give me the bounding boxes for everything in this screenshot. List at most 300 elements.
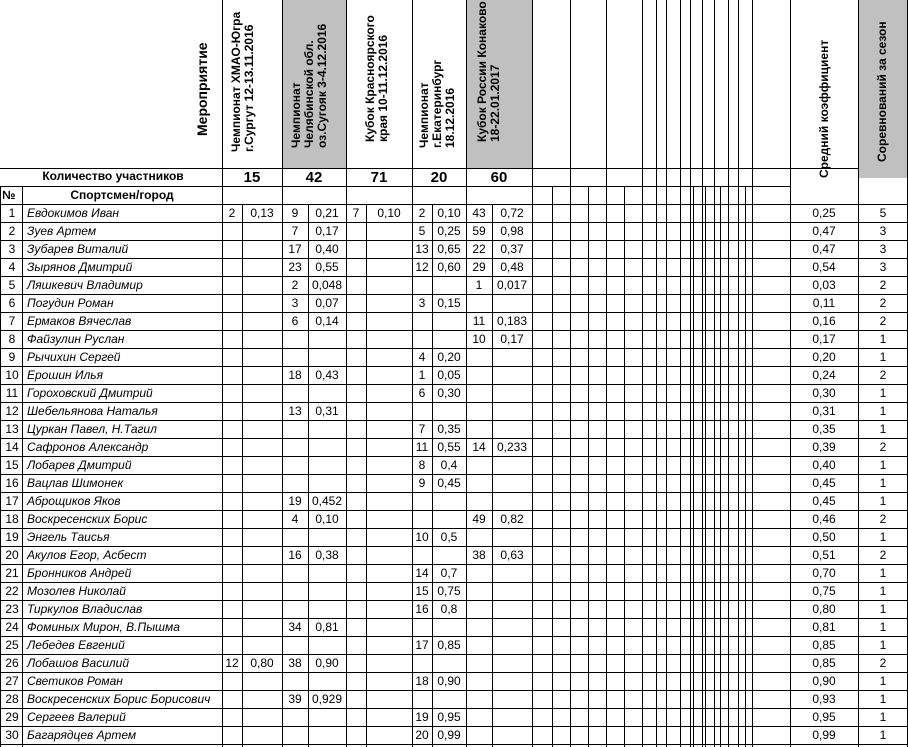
- row-line: [0, 492, 908, 493]
- row-line: [0, 690, 908, 691]
- row-number: 29: [5, 710, 19, 724]
- season-count-value: 1: [879, 458, 887, 472]
- season-count-value: 1: [879, 710, 887, 724]
- row-line: [0, 438, 908, 439]
- place-value: 38: [472, 548, 486, 562]
- event-header-line: края 10-11.12.2016: [376, 34, 390, 142]
- season-count-value: 1: [879, 530, 887, 544]
- row-number: 18: [5, 512, 19, 526]
- col-line: [346, 0, 347, 747]
- avg-coef-value: 0,51: [812, 548, 836, 562]
- row-line: [0, 420, 908, 421]
- row-number: 16: [5, 476, 19, 490]
- season-count-value: 1: [879, 404, 887, 418]
- athlete-name: Ляшкевич Владимир: [27, 278, 143, 292]
- coef-value: 0,17: [500, 332, 524, 346]
- season-count-label: Соревнований за сезон: [875, 21, 889, 162]
- row-line: [0, 222, 908, 223]
- event-header: [290, 24, 329, 148]
- event-header-line: 18-22.01.2017: [488, 64, 502, 142]
- season-count-value: 1: [879, 350, 887, 364]
- event-header-line: г.Сургут 12-13.11.2016: [242, 24, 256, 152]
- col-line: [728, 0, 729, 747]
- avg-coef-value: 0,80: [812, 602, 836, 616]
- row-number: 14: [5, 440, 19, 454]
- season-count-value: 1: [879, 584, 887, 598]
- row-number: 4: [8, 260, 16, 274]
- season-count-header: [876, 21, 889, 162]
- row-number: 25: [5, 638, 19, 652]
- row-number: 1: [8, 206, 16, 220]
- avg-coef-value: 0,46: [812, 512, 836, 526]
- place-value: 49: [472, 512, 486, 526]
- coef-value: 0,55: [315, 260, 339, 274]
- col-line: [693, 186, 694, 747]
- col-line: [738, 0, 739, 747]
- coef-value: 0,10: [377, 206, 401, 220]
- place-value: 59: [472, 224, 486, 238]
- avg-coef-value: 0,70: [812, 566, 836, 580]
- row-line: [0, 636, 908, 637]
- athlete-name: Лобашов Василий: [27, 656, 130, 670]
- place-value: 4: [418, 350, 426, 364]
- row-line: [0, 384, 908, 385]
- event-header-line: Кубок России Конаково: [475, 1, 489, 142]
- avg-coef-value: 0,50: [812, 530, 836, 544]
- row-line: [0, 402, 908, 403]
- coef-value: 0,72: [500, 206, 524, 220]
- place-value: 43: [472, 206, 486, 220]
- athlete-name: Акулов Егор, Асбест: [27, 548, 147, 562]
- coef-value: 0,80: [250, 656, 274, 670]
- place-value: 4: [291, 512, 299, 526]
- coef-value: 0,55: [437, 440, 461, 454]
- event-split-line: [432, 204, 433, 747]
- row-line: [0, 240, 908, 241]
- avg-coef-value: 0,99: [812, 728, 836, 742]
- row-line: [0, 564, 908, 565]
- coef-value: 0,85: [437, 638, 461, 652]
- row-number: 11: [5, 386, 19, 400]
- coef-value: 0,38: [315, 548, 339, 562]
- row-number: 19: [5, 530, 19, 544]
- col-line: [745, 186, 746, 747]
- coef-value: 0,15: [437, 296, 461, 310]
- coef-value: 0,48: [500, 260, 524, 274]
- coef-value: 0,43: [315, 368, 339, 382]
- coef-value: 0,98: [500, 224, 524, 238]
- event-header-line: 18.12.2016: [443, 87, 457, 148]
- row-line: [0, 744, 908, 745]
- coef-value: 0,452: [311, 494, 343, 508]
- place-value: 18: [288, 368, 302, 382]
- athlete-name: Ермаков Вячеслав: [27, 314, 132, 328]
- place-value: 13: [415, 242, 429, 256]
- num-col-line: [22, 186, 23, 747]
- row-number: 5: [8, 278, 16, 292]
- athlete-name: Гороховский Дмитрий: [27, 386, 153, 400]
- athlete-name: Евдокимов Иван: [27, 206, 120, 220]
- row-number: 10: [5, 368, 19, 382]
- place-value: 13: [288, 404, 302, 418]
- place-value: 5: [418, 224, 426, 238]
- event-header-line: Чемпионат: [417, 82, 431, 148]
- avg-coef-value: 0,35: [812, 422, 836, 436]
- coef-value: 0,99: [437, 728, 461, 742]
- coef-value: 0,21: [315, 206, 339, 220]
- place-value: 3: [291, 296, 299, 310]
- coef-value: 0,929: [311, 692, 343, 706]
- place-value: 7: [352, 206, 360, 220]
- row-number: 22: [5, 584, 19, 598]
- coef-value: 0,20: [437, 350, 461, 364]
- col-line: [705, 186, 706, 747]
- event-label: [196, 42, 209, 136]
- athlete-name: Тиркулов Владислав: [27, 602, 143, 616]
- coef-value: 0,30: [437, 386, 461, 400]
- event-header-line: оз.Сугояк 3-4.12.2016: [315, 23, 329, 148]
- row-line: [0, 528, 908, 529]
- avg-coef-value: 0,85: [812, 656, 836, 670]
- athlete-name: Аброщиков Яков: [27, 494, 121, 508]
- avg-coef-value: 0,30: [812, 386, 836, 400]
- season-count-value: 2: [879, 368, 887, 382]
- coef-value: 0,82: [500, 512, 524, 526]
- place-value: 18: [415, 674, 429, 688]
- row-line: [0, 708, 908, 709]
- season-count-value: 2: [879, 296, 887, 310]
- count-row-line: [0, 186, 790, 187]
- season-count-value: 1: [879, 602, 887, 616]
- row-number: 27: [5, 674, 19, 688]
- row-line: [0, 474, 908, 475]
- season-count-value: 1: [879, 386, 887, 400]
- row-line: [0, 348, 908, 349]
- col-line: [552, 186, 553, 747]
- coef-value: 0,95: [437, 710, 461, 724]
- coef-value: 0,7: [440, 566, 458, 580]
- athlete-name: Рычихин Сергей: [27, 350, 121, 364]
- coef-value: 0,35: [437, 422, 461, 436]
- avg-coef-value: 0,11: [812, 296, 836, 310]
- col-line: [466, 0, 467, 747]
- participant-count: 15: [243, 169, 261, 186]
- row-line: [0, 276, 908, 277]
- row-line: [0, 618, 908, 619]
- col-line: [606, 0, 607, 747]
- row-line: [0, 366, 908, 367]
- event-split-line: [366, 204, 367, 747]
- coef-value: 0,233: [496, 440, 528, 454]
- season-count-value: 1: [879, 620, 887, 634]
- event-header-line: Чемпионат: [289, 82, 303, 148]
- place-value: 8: [418, 458, 426, 472]
- season-count-value: 1: [879, 692, 887, 706]
- coef-value: 0,25: [437, 224, 461, 238]
- col-line: [588, 186, 589, 747]
- place-value: 12: [415, 260, 429, 274]
- season-count-value: 3: [879, 224, 887, 238]
- avg-coef-value: 0,39: [812, 440, 836, 454]
- coef-value: 0,13: [250, 206, 274, 220]
- season-count-value: 2: [879, 278, 887, 292]
- athlete-name: Зуев Артем: [27, 224, 97, 238]
- avg-coef-value: 0,47: [812, 242, 836, 256]
- place-value: 1: [475, 278, 483, 292]
- row-line: [0, 456, 908, 457]
- place-value: 16: [288, 548, 302, 562]
- coef-value: 0,37: [500, 242, 524, 256]
- place-value: 19: [288, 494, 302, 508]
- coef-value: 0,10: [437, 206, 461, 220]
- season-count-value: 2: [879, 656, 887, 670]
- place-value: 38: [288, 656, 302, 670]
- row-number: 30: [5, 728, 19, 742]
- coef-value: 0,90: [437, 674, 461, 688]
- athlete-name: Файзулин Руслан: [27, 332, 125, 346]
- row-line: [0, 510, 908, 511]
- place-value: 14: [472, 440, 486, 454]
- place-value: 11: [472, 314, 486, 328]
- season-count-value: 1: [879, 476, 887, 490]
- col-line: [680, 0, 681, 747]
- coef-value: 0,05: [437, 368, 461, 382]
- event-header: [476, 1, 502, 142]
- row-line: [0, 654, 908, 655]
- row-number: 17: [5, 494, 19, 508]
- row-number: 15: [5, 458, 19, 472]
- coef-value: 0,10: [315, 512, 339, 526]
- place-value: 16: [415, 602, 429, 616]
- season-count-value: 1: [879, 332, 887, 346]
- coef-value: 0,17: [315, 224, 339, 238]
- avg-coef-value: 0,03: [812, 278, 836, 292]
- athlete-name: Воскресенских Борис Борисович: [27, 692, 211, 706]
- col-line: [690, 0, 691, 747]
- place-value: 39: [288, 692, 302, 706]
- athlete-name: Бронников Андрей: [27, 566, 132, 580]
- participant-count: 20: [430, 169, 448, 186]
- coef-value: 0,07: [315, 296, 339, 310]
- row-number: 12: [5, 404, 19, 418]
- event-header-line: Чемпионат ХМАО-Югра: [229, 11, 243, 152]
- row-number: 7: [8, 314, 16, 328]
- coef-value: 0,183: [496, 314, 528, 328]
- place-value: 6: [291, 314, 299, 328]
- num-header: №: [2, 188, 16, 202]
- season-count-value: 1: [879, 728, 887, 742]
- coef-value: 0,65: [437, 242, 461, 256]
- row-line: [0, 294, 908, 295]
- coef-value: 0,63: [500, 548, 524, 562]
- athlete-name: Багарядцев Артем: [27, 728, 137, 742]
- athlete-name: Энгель Таисья: [27, 530, 110, 544]
- row-number: 26: [5, 656, 19, 670]
- avg-coef-value: 0,93: [812, 692, 836, 706]
- avg-coef-value: 0,45: [812, 476, 836, 490]
- avg-coef-value: 0,40: [812, 458, 836, 472]
- coef-value: 0,017: [496, 278, 528, 292]
- place-value: 2: [228, 206, 236, 220]
- season-count-value: 2: [879, 548, 887, 562]
- athlete-name: Лебедев Евгений: [27, 638, 125, 652]
- col-line: [720, 186, 721, 747]
- place-value: 9: [418, 476, 426, 490]
- col-line: [666, 0, 667, 747]
- place-value: 6: [418, 386, 426, 400]
- season-count-value: 2: [879, 512, 887, 526]
- participant-count: 60: [490, 169, 508, 186]
- avg-coef-header: [818, 40, 831, 178]
- athlete-name: Сергеев Валерий: [27, 710, 126, 724]
- avg-coef-value: 0,24: [812, 368, 836, 382]
- row-line: [0, 330, 908, 331]
- season-count-value: 3: [879, 242, 887, 256]
- coef-value: 0,31: [315, 404, 339, 418]
- athlete-name: Цуркан Павел, Н.Тагил: [27, 422, 157, 436]
- athlete-name: Сафронов Александр: [27, 440, 149, 454]
- row-number: 28: [5, 692, 19, 706]
- place-value: 34: [288, 620, 302, 634]
- avg-coef-value: 0,25: [812, 206, 836, 220]
- event-header: [418, 60, 457, 148]
- coef-value: 0,5: [440, 530, 458, 544]
- event-header-line: г.Екатеринбург: [430, 59, 444, 148]
- athlete-header: Спортсмен/город: [70, 188, 174, 202]
- place-value: 1: [418, 368, 426, 382]
- row-line: [0, 726, 908, 727]
- col-line: [642, 0, 643, 747]
- row-number: 20: [5, 548, 19, 562]
- avg-coef-label: Средний коэффициент: [817, 39, 831, 178]
- season-count-value: 1: [879, 638, 887, 652]
- col-line: [714, 0, 715, 747]
- row-number: 2: [8, 224, 16, 238]
- place-value: 9: [291, 206, 299, 220]
- athlete-name: Светиков Роман: [27, 674, 123, 688]
- col-line: [702, 0, 703, 747]
- place-value: 11: [415, 440, 429, 454]
- row-number: 6: [8, 296, 16, 310]
- season-count-value: 1: [879, 422, 887, 436]
- row-line: [0, 258, 908, 259]
- row-number: 13: [5, 422, 19, 436]
- avg-coef-value: 0,20: [812, 350, 836, 364]
- season-count-value: 2: [879, 440, 887, 454]
- row-number: 21: [5, 566, 19, 580]
- place-value: 7: [291, 224, 299, 238]
- avg-coef-value: 0,17: [812, 332, 836, 346]
- avg-coef-value: 0,85: [812, 638, 836, 652]
- coef-value: 0,90: [315, 656, 339, 670]
- participant-count: 71: [370, 169, 388, 186]
- place-value: 3: [418, 296, 426, 310]
- athlete-name: Мозолев Николай: [27, 584, 126, 598]
- event-label-text: Мероприятие: [194, 42, 210, 136]
- row-line: [0, 546, 908, 547]
- place-value: 12: [225, 656, 239, 670]
- athlete-name: Ерошин Илья: [27, 368, 103, 382]
- place-value: 10: [472, 332, 486, 346]
- avg-coef-value: 0,47: [812, 224, 836, 238]
- athlete-name: Вацлав Шимонек: [27, 476, 124, 490]
- athlete-name: Зырянов Дмитрий: [27, 260, 133, 274]
- place-value: 2: [291, 278, 299, 292]
- athlete-name: Воскресенских Борис: [27, 512, 148, 526]
- place-value: 22: [472, 242, 486, 256]
- place-value: 7: [418, 422, 426, 436]
- row-number: 9: [8, 350, 16, 364]
- left-border: [0, 186, 1, 747]
- place-value: 10: [415, 530, 429, 544]
- avg-coef-value: 0,75: [812, 584, 836, 598]
- row-number: 24: [5, 620, 19, 634]
- participant-count-label: Количество участников: [42, 169, 184, 183]
- avg-coef-value: 0,54: [812, 260, 836, 274]
- row-line: [0, 312, 908, 313]
- place-value: 14: [415, 566, 429, 580]
- place-value: 17: [288, 242, 302, 256]
- athlete-row-line: [0, 204, 908, 205]
- avg-coef-value: 0,45: [812, 494, 836, 508]
- coef-value: 0,4: [440, 458, 458, 472]
- coef-value: 0,40: [315, 242, 339, 256]
- coef-value: 0,60: [437, 260, 461, 274]
- row-line: [0, 582, 908, 583]
- coef-value: 0,048: [311, 278, 343, 292]
- coef-value: 0,75: [437, 584, 461, 598]
- event-header-line: Кубок Красноярского: [363, 15, 377, 142]
- event-header-line: Челябинской обл.: [302, 40, 316, 148]
- col-line: [532, 0, 533, 747]
- season-count-value: 2: [879, 314, 887, 328]
- col-line: [570, 0, 571, 747]
- season-count-value: 5: [879, 206, 887, 220]
- athlete-name: Фоминых Мирон, В.Пышма: [27, 620, 180, 634]
- avg-coef-value: 0,31: [812, 404, 836, 418]
- avg-coef-value: 0,95: [812, 710, 836, 724]
- col-line: [656, 0, 657, 747]
- row-number: 23: [5, 602, 19, 616]
- row-line: [0, 672, 908, 673]
- event-header: [230, 12, 256, 152]
- avg-coef-value: 0,81: [812, 620, 836, 634]
- season-count-value: 1: [879, 566, 887, 580]
- place-value: 29: [472, 260, 486, 274]
- coef-value: 0,45: [437, 476, 461, 490]
- coef-value: 0,14: [315, 314, 339, 328]
- place-value: 19: [415, 710, 429, 724]
- event-header: [364, 15, 390, 142]
- col-line: [624, 186, 625, 747]
- season-count-value: 1: [879, 494, 887, 508]
- athlete-name: Погудин Роман: [27, 296, 114, 310]
- season-count-value: 3: [879, 260, 887, 274]
- athlete-name: Шебельянова Наталья: [27, 404, 158, 418]
- coef-value: 0,81: [315, 620, 339, 634]
- coef-value: 0,8: [440, 602, 458, 616]
- season-count-value: 1: [879, 674, 887, 688]
- avg-coef-value: 0,90: [812, 674, 836, 688]
- avg-coef-value: 0,16: [812, 314, 836, 328]
- place-value: 20: [415, 728, 429, 742]
- place-value: 23: [288, 260, 302, 274]
- place-value: 2: [418, 206, 426, 220]
- place-value: 17: [415, 638, 429, 652]
- athlete-name: Зубарев Виталий: [27, 242, 129, 256]
- athlete-name: Лобарев Дмитрий: [27, 458, 132, 472]
- place-value: 15: [415, 584, 429, 598]
